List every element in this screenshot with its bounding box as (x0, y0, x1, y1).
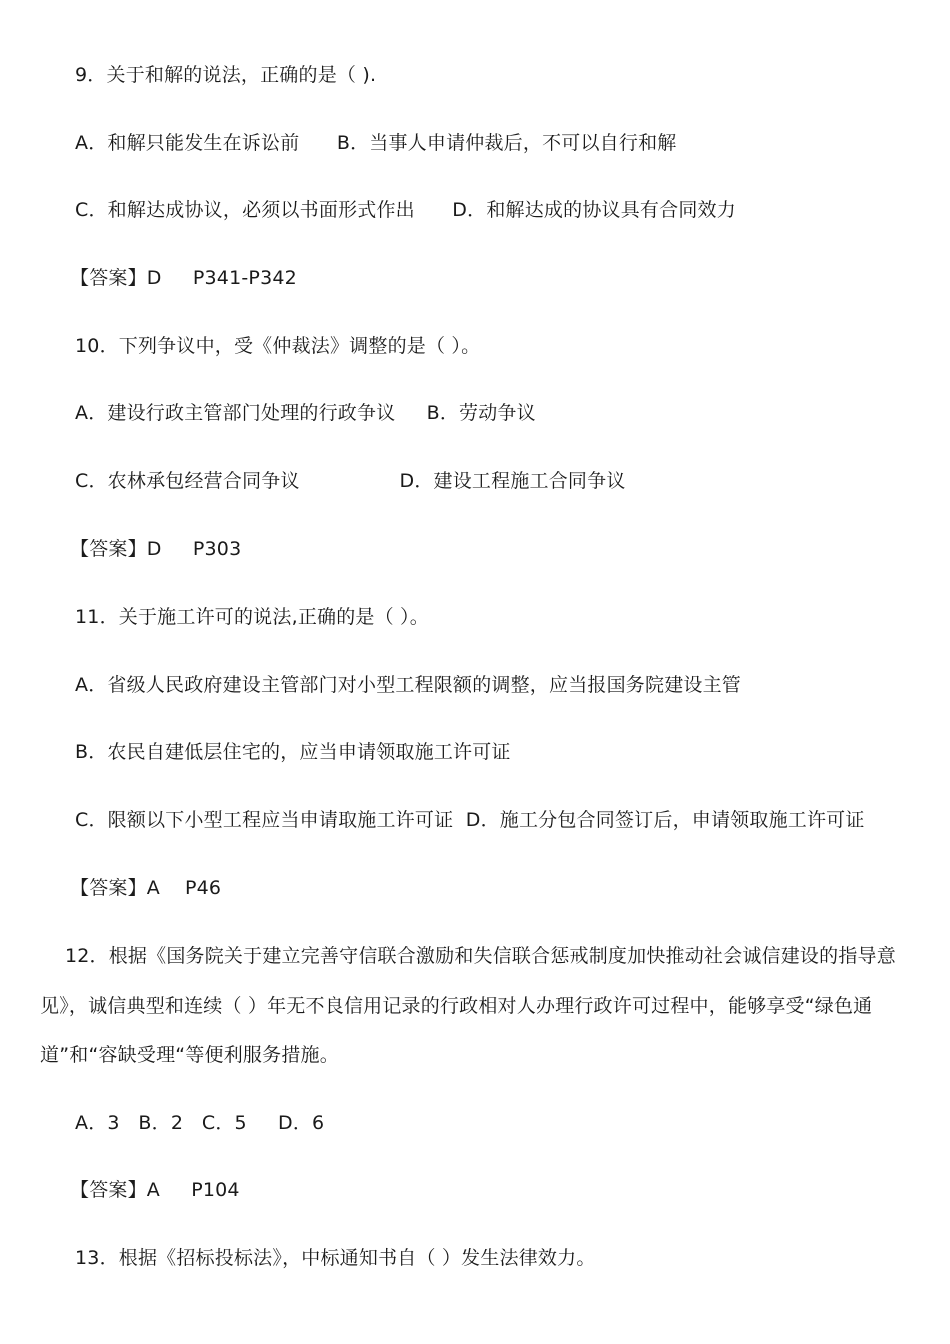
question-12-stem (40, 944, 910, 1074)
question-11-options-cd: C．限额以下小型工程应当申请取施工许可证 D．施工分包合同签订后，申请领取施工许可证 (75, 809, 865, 831)
question-12-stem-line-1: 12．根据《国务院关于建立完善守信联合激励和失信联合惩戒制度加快推动社会诚信建设的指导意 (40, 945, 896, 967)
question-13-stem: 13．根据《招标投标法》，中标通知书自（ ）发生法律效力。 (75, 1247, 596, 1269)
question-12-stem-line-2: 见》，诚信典型和连续（ ）年无不良信用记录的行政相对人办理行政许可过程中，能够享受“绿色通 (40, 995, 873, 1017)
question-10-options-ab: A．建设行政主管部门处理的行政争议 B．劳动争议 (75, 402, 536, 424)
question-9-options-ab: A．和解只能发生在诉讼前 B．当事人申请仲裁后，不可以自行和解 (75, 132, 677, 154)
question-11-option-a: A．省级人民政府建设主管部门对小型工程限额的调整，应当报国务院建设主管 (75, 674, 741, 696)
question-10-options-cd: C．农林承包经营合同争议 D．建设工程施工合同争议 (75, 470, 626, 492)
question-9-answer: 【答案】D P341-P342 (70, 267, 297, 289)
question-11-option-b: B．农民自建低层住宅的，应当申请领取施工许可证 (75, 741, 511, 763)
question-12-answer: 【答案】A P104 (70, 1179, 240, 1201)
question-10-answer: 【答案】D P303 (70, 538, 242, 560)
question-11-answer: 【答案】A P46 (70, 877, 222, 899)
question-9-stem: 9．关于和解的说法，正确的是（ ). (75, 64, 377, 86)
question-11-stem: 11．关于施工许可的说法,正确的是（ ）。 (75, 606, 429, 628)
question-10-stem: 10．下列争议中，受《仲裁法》调整的是（ ）。 (75, 335, 481, 357)
question-12-options: A．3 B．2 C．5 D．6 (75, 1112, 325, 1134)
question-12-stem-line-3: 道”和“容缺受理“等便利服务措施。 (40, 1044, 339, 1066)
question-9-options-cd: C．和解达成协议，必须以书面形式作出 D．和解达成的协议具有合同效力 (75, 199, 736, 221)
